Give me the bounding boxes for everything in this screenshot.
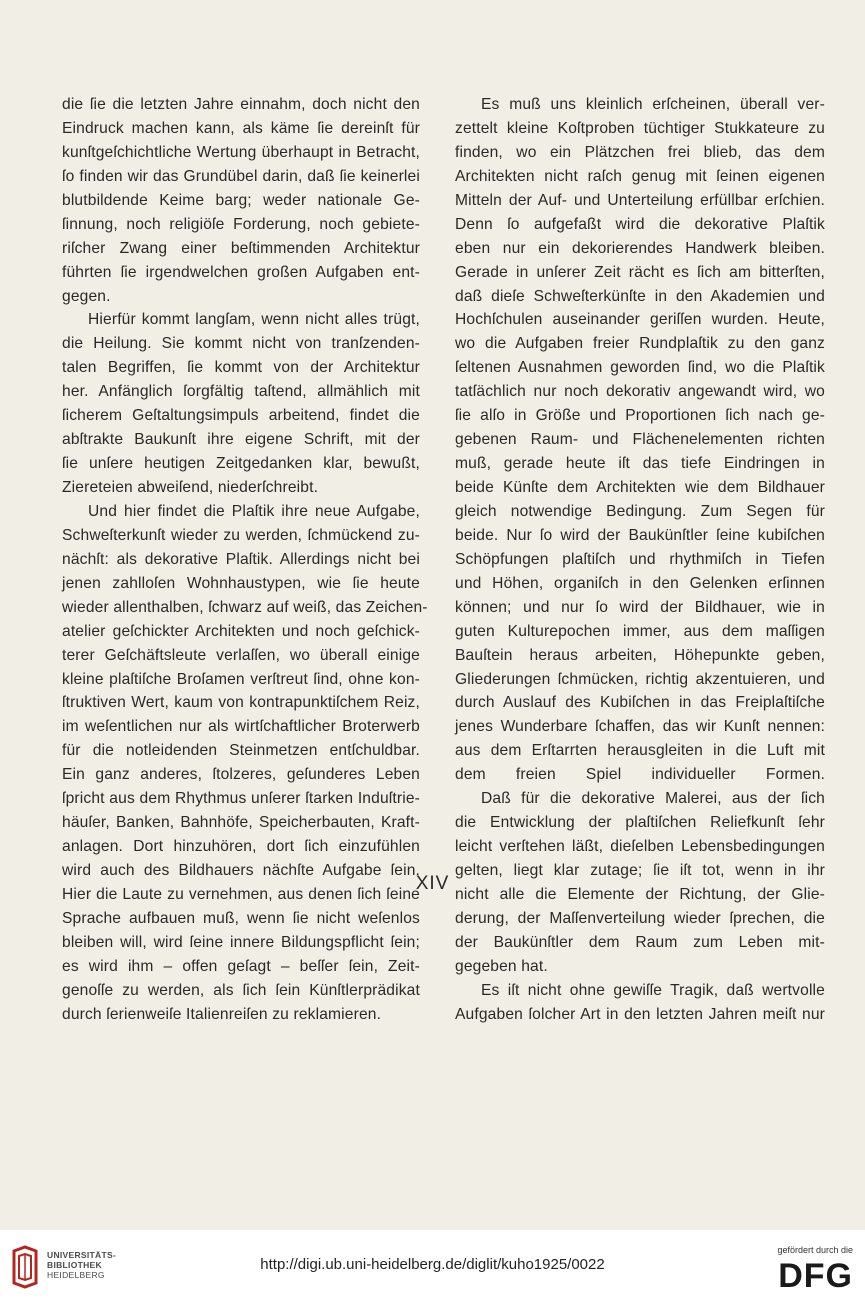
dfg-logo: DFG bbox=[778, 1257, 853, 1295]
text-line: der Baukünſtler dem Raum zum Leben mit- bbox=[455, 933, 825, 951]
text-line: gleich notwendige Bedingung. Zum Segen für bbox=[455, 502, 825, 520]
text-line: eben nur ein dekorierendes Handwerk bleiben. bbox=[455, 239, 825, 257]
text-line: ſicherem Geſtaltungsimpuls arbeitend, findet die bbox=[62, 407, 420, 425]
text-line: abſtrakte Baukunſt ihre eigene Schrift, mit der bbox=[62, 431, 420, 449]
text-line: Sprache aufbauen muß, wenn ſie nicht weſenlos bbox=[62, 909, 420, 927]
text-line: her. Anfänglich ſorgfältig taſtend, allmählich mit bbox=[62, 383, 420, 401]
text-line: die ſie die letzten Jahre einnahm, doch nicht den bbox=[62, 96, 420, 113]
text-line: Gliederungen ſchmücken, richtig akzentuieren, und bbox=[455, 670, 825, 688]
text-line: ſtruktiven Wert, kaum von kontrapunktiſchem Reiz, bbox=[62, 694, 420, 712]
text-line: durch ſerienweiſe Italienreiſen zu reklamieren. bbox=[62, 1005, 382, 1023]
text-line: ſie unſere heutigen Zeitgedanken klar, bewußt, bbox=[62, 455, 420, 473]
text-line: anlagen. Dort hinzuhören, dort ſich einzufühlen bbox=[62, 838, 420, 856]
text-line: gelten, liegt klar zutage; ſie iſt tot, wenn in ihr bbox=[455, 862, 825, 879]
text-line: wo die Aufgaben freier Rundplaſtik zu den ganz bbox=[455, 335, 825, 353]
text-line: derung, der Maſſenverteilung wieder ſprechen, die bbox=[455, 909, 825, 927]
text-line: die Entwicklung der plaſtiſchen Reliefkunſt ſehr bbox=[455, 814, 825, 832]
text-line: wieder allenthalben, ſchwarz auf weiß, das Zeichen- bbox=[62, 598, 428, 616]
text-line: gegeben hat. bbox=[455, 957, 548, 975]
text-line: Und hier findet die Plaſtik ihre neue Aufgabe, bbox=[88, 502, 420, 520]
text-line: beide. Nur ſo wird der Baukünſtler ſeine kubiſchen bbox=[455, 526, 825, 544]
library-name-line-3: HEIDELBERG bbox=[47, 1270, 105, 1280]
text-line: daß dieſe Schweſterkünſte in den Akademien und bbox=[455, 287, 825, 305]
text-line: blutbildende Keime barg; weder nationale Ge- bbox=[62, 191, 420, 209]
text-line: Daß für die dekorative Malerei, aus der ſich bbox=[481, 790, 825, 808]
text-line: Es muß uns kleinlich erſcheinen, überall ver- bbox=[481, 96, 825, 113]
text-line: leicht verſtehen läßt, dieſelben Lebensbedingungen bbox=[455, 838, 825, 856]
text-line: Mitteln der Auf- und Unterteilung erfüllbar erſchien. bbox=[455, 191, 825, 209]
text-line: häuſer, Banken, Bahnhöfe, Speicherbauten, Kraft- bbox=[62, 814, 420, 832]
sponsor-caption: gefördert durch die bbox=[777, 1245, 853, 1255]
text-line: im weſentlichen nur als wirtſchaftlicher Broterwerb bbox=[62, 718, 420, 736]
text-line: zettelt kleine Koſtproben tüchtiger Stukkateure zu bbox=[455, 119, 825, 137]
text-line: beide Künſte dem Architekten wie dem Bildhauer bbox=[455, 479, 825, 496]
text-line: muß, gerade heute iſt das tiefe Eindringen in bbox=[455, 455, 825, 473]
text-line: für die notleidenden Steinmetzen entſchuldbar. bbox=[62, 742, 420, 760]
text-line: können; und nur ſo wird der Bildhauer, wie in bbox=[455, 598, 825, 616]
text-line: finden, wo ein Plätzchen frei blieb, das dem bbox=[455, 143, 825, 161]
text-line: kleine plaſtiſche Broſamen verſtreut ſind, ohne kon- bbox=[62, 670, 420, 688]
text-line: nächſt: als dekorative Plaſtik. Allerdings nicht bei bbox=[62, 550, 420, 568]
text-line: gebenen Raum- und Flächenelementen richten bbox=[455, 431, 825, 449]
text-line: atelier geſchickter Architekten und noch geſchick- bbox=[62, 622, 420, 640]
text-line: jenes Wunderbare ſchaffen, das wir Kunſt nennen: bbox=[455, 718, 825, 736]
library-name-line-1: UNIVERSITÄTS- bbox=[47, 1250, 117, 1260]
text-line: Gerade in unſerer Zeit rächt es ſich am bitterſten, bbox=[455, 263, 825, 281]
text-line: wird auch des Bildhauers nächſte Aufgabe ſein. bbox=[62, 862, 420, 879]
text-line: Hierfür kommt langſam, wenn nicht alles trügt, bbox=[88, 311, 420, 329]
text-line: Denn ſo aufgefaßt wird die dekorative Plaſtik bbox=[455, 215, 825, 233]
text-line: ſo finden wir das Grundübel darin, daß ſie keinerlei bbox=[62, 167, 420, 185]
text-line: ſeltenen Ausnahmen geworden ſind, wo die Plaſtik bbox=[455, 359, 825, 377]
text-line: guten Kulturepochen immer, aus dem maſſigen bbox=[455, 622, 825, 640]
text-line: ſinnung, noch religiöſe Forderung, noch gebiete- bbox=[62, 215, 420, 233]
text-line: führten ſie irgendwelchen großen Aufgaben ent- bbox=[62, 263, 420, 281]
text-line: kunſtgeſchichtliche Wertung überhaupt in Betracht, bbox=[62, 143, 420, 161]
text-line: ſpricht aus dem Rhythmus unſerer ſtarken Induſtrie- bbox=[62, 790, 420, 808]
text-line: dem freien Spiel individueller Formen. bbox=[455, 766, 825, 784]
text-line: Schöpfungen plaſtiſch und rhythmiſch in Tiefen bbox=[455, 550, 825, 568]
text-line: Schweſterkunſt wieder zu werden, ſchmückend zu- bbox=[62, 526, 420, 544]
text-line: jenen zahlloſen Wohnhaustypen, wie ſie heute bbox=[62, 574, 420, 592]
text-line: Ziereteien abweiſend, niederſchreibt. bbox=[62, 479, 319, 496]
text-line: Hier die Laute zu vernehmen, aus denen ſich ſeine bbox=[62, 885, 420, 903]
text-line: Es iſt nicht ohne gewiſſe Tragik, daß wertvolle bbox=[481, 981, 825, 999]
text-line: nicht alle die Elemente der Richtung, der Glie- bbox=[455, 885, 825, 903]
text-line: Eindruck machen kann, als käme ſie dereinſt für bbox=[62, 119, 420, 137]
text-line: bleiben will, wird ſeine innere Bildungspflicht ſein; bbox=[62, 933, 420, 951]
text-line: Ein ganz anderes, ſtolzeres, geſunderes Leben bbox=[62, 766, 420, 784]
text-line: riſcher Zwang einer beſtimmenden Architektur bbox=[62, 239, 420, 257]
text-line: gegen. bbox=[62, 287, 111, 305]
text-line: terer Geſchäftsleute verlaſſen, wo überall einige bbox=[62, 646, 420, 664]
text-line: genoſſe zu werden, als ſich ſein Künſtlerprädikat bbox=[62, 981, 420, 999]
text-line: aus dem Erſtarrten herausgleiten in die Luft mit bbox=[455, 742, 825, 760]
page-number: XIV bbox=[415, 873, 450, 894]
text-line: es wird ihm – offen geſagt – beſſer ſein, Zeit- bbox=[62, 957, 420, 975]
text-line: Architekten nicht raſch genug mit ſeinen eigenen bbox=[455, 167, 825, 185]
text-line: Hochſchulen auseinander geriſſen wurden. Heute, bbox=[455, 311, 825, 329]
source-url-link[interactable]: http://digi.ub.uni-heidelberg.de/diglit/kuho1925/0022 bbox=[260, 1256, 605, 1273]
text-line: talen Begriffen, ſie kommt von der Architektur bbox=[62, 359, 420, 377]
text-line: tatſächlich nur noch dekorativ angewandt wird, wo bbox=[455, 383, 825, 401]
library-name-line-2: BIBLIOTHEK bbox=[47, 1260, 102, 1270]
text-line: und Höhen, organiſch in den Gelenken erſinnen bbox=[455, 574, 825, 592]
text-line: Bauſtein heraus arbeiten, Höhepunkte geben, bbox=[455, 646, 825, 664]
text-line: ſie alſo in Größe und Proportionen ſich nach ge- bbox=[455, 407, 825, 425]
text-line: Aufgaben ſolcher Art in den letzten Jahren meiſt nur bbox=[455, 1005, 825, 1023]
text-line: die Heilung. Sie kommt nicht von tranſzenden- bbox=[62, 335, 420, 353]
text-line: durch Auslauf des Kubiſchen in das Freiplaſtiſche bbox=[455, 694, 825, 712]
